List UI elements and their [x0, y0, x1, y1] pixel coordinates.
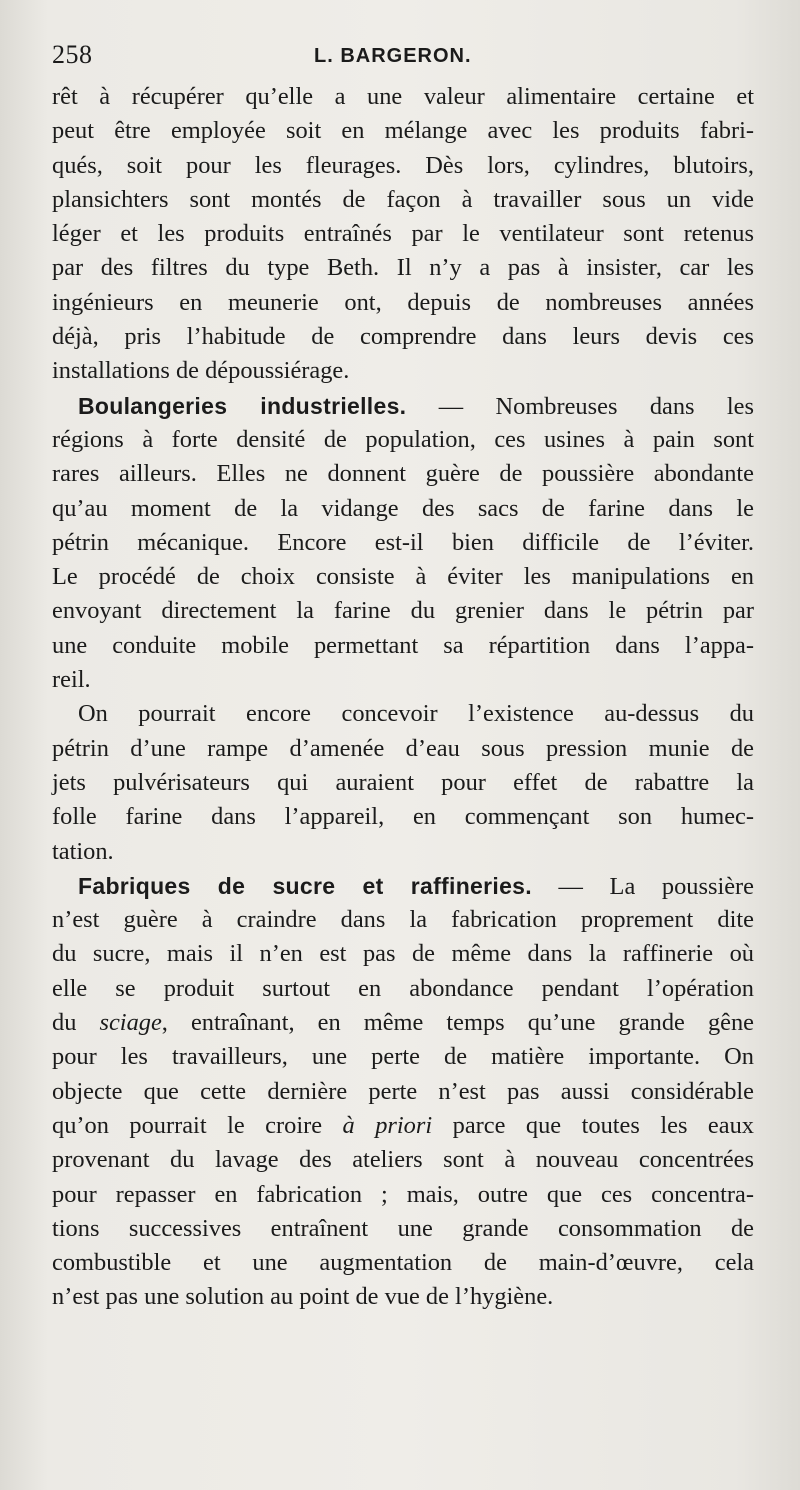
text-segment: du	[52, 1009, 100, 1037]
text-line	[52, 389, 754, 423]
paragraph-boulangeries	[52, 389, 754, 698]
text-line: peut être employée soit en mélange avec les produits fabri-	[52, 117, 754, 145]
text-line	[52, 1006, 754, 1040]
page-header	[52, 40, 752, 80]
paragraph-rampe	[52, 697, 754, 868]
section-heading-boulangeries: Boulangeries industrielles.	[78, 392, 407, 419]
paragraph-sucre	[52, 869, 754, 1315]
text-line: On pourrait encore concevoir l’existence au-dessus du	[78, 700, 754, 728]
text-line: par des filtres du type Beth. Il n’y a pas à insister, car les	[52, 254, 754, 282]
section-heading-sucre: Fabriques de sucre et raffineries.	[78, 872, 532, 899]
text-line: régions à forte densité de population, ces usines à pain sont	[52, 425, 754, 453]
running-head: L. BARGERON.	[314, 45, 472, 67]
text-segment: , entraînant, en même temps qu’une grande gêne	[161, 1009, 754, 1037]
text-line: provenant du lavage des ateliers sont à nouveau concentrées	[52, 1146, 754, 1174]
text-line: rêt à récupérer qu’elle a une valeur alimentaire certaine et	[52, 83, 754, 110]
text-line: pétrin mécanique. Encore est-il bien difficile de l’éviter.	[52, 528, 754, 556]
text-line: combustible et une augmentation de main-d’œuvre, cela	[52, 1249, 754, 1277]
text-line: plansichters sont montés de façon à travailler sous un vide	[52, 185, 754, 213]
text-line: tions successives entraînent une grande consommation de	[52, 1214, 754, 1242]
text-line: du sucre, mais il n’en est pas de même dans la raffinerie où	[52, 940, 754, 968]
text-line: léger et les produits entraînés par le ventilateur sont retenus	[52, 220, 754, 248]
text-line: n’est guère à craindre dans la fabrication proprement dite	[52, 906, 754, 934]
text-line: ingénieurs en meunerie ont, depuis de nombreuses années	[52, 288, 754, 316]
page-number: 258	[52, 40, 93, 69]
text-line: qu’au moment de la vidange des sacs de farine dans le	[52, 494, 754, 522]
text-line: elle se produit surtout en abondance pendant l’opération	[52, 974, 754, 1002]
paragraph-meunerie	[52, 80, 754, 389]
text-line: pour repasser en fabrication ; mais, outre que ces concentra-	[52, 1180, 754, 1208]
text-line: reil.	[52, 666, 91, 694]
text-line: tation.	[52, 837, 114, 865]
text-line	[52, 1109, 754, 1143]
text-line: jets pulvérisateurs qui auraient pour effet de rabattre la	[52, 768, 754, 796]
body-text	[52, 80, 754, 1315]
text-line: n’est pas une solution au point de vue de l’hygiène.	[52, 1283, 554, 1311]
italic-term-sciage: sciage	[99, 1009, 162, 1037]
text-segment: parce que toutes les eaux	[432, 1111, 754, 1139]
text-line: déjà, pris l’habitude de comprendre dans leurs devis ces	[52, 323, 754, 351]
text-line: Le procédé de choix consiste à éviter les manipulations en	[52, 563, 754, 591]
text-line: une conduite mobile permettant sa répartition dans l’appa-	[52, 631, 754, 659]
text-line: envoyant directement la farine du grenier dans le pétrin par	[52, 597, 754, 625]
text-line: rares ailleurs. Elles ne donnent guère de poussière abondante	[52, 460, 754, 488]
italic-term-a-priori: à priori	[342, 1111, 433, 1139]
text-line: pour les travailleurs, une perte de matière importante. On	[52, 1043, 754, 1071]
heading-continuation: — La poussière	[531, 872, 754, 900]
text-segment: qu’on pourrait le croire	[52, 1111, 343, 1139]
text-line: folle farine dans l’appareil, en commençant son humec-	[52, 803, 754, 831]
text-line: installations de dépoussiérage.	[52, 357, 350, 385]
text-line: qués, soit pour les fleurages. Dès lors, cylindres, blutoirs,	[52, 151, 754, 179]
text-line	[52, 869, 754, 903]
text-line: pétrin d’une rampe d’amenée d’eau sous pression munie de	[52, 734, 754, 762]
text-line: objecte que cette dernière perte n’est pas aussi considérable	[52, 1077, 754, 1105]
heading-continuation: — Nombreuses dans les	[406, 392, 754, 420]
